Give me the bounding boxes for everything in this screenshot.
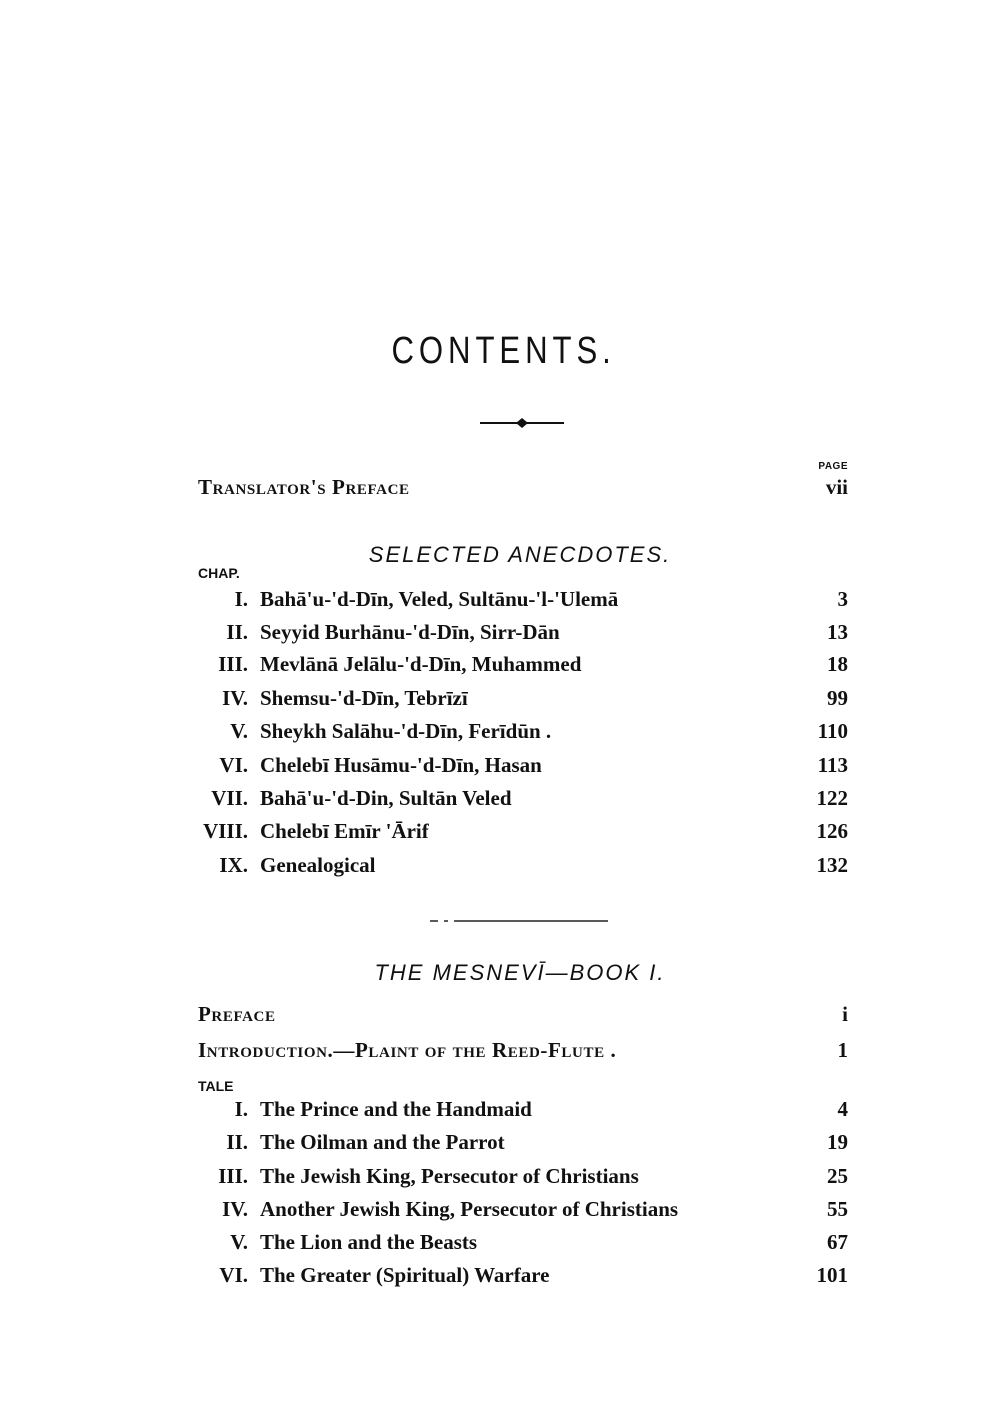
toc-entry[interactable] (0, 1263, 1000, 1291)
entry-page: 101 (816, 1263, 848, 1287)
entry-title: Chelebī Emīr 'Ārif (260, 819, 429, 843)
entry-page: 126 (816, 819, 848, 843)
entry-title: Bahā'u-'d-Dīn, Veled, Sultānu-'l-'Ulemā (260, 587, 619, 611)
entry-number: II. (226, 620, 248, 644)
entry-number: I. (234, 587, 248, 611)
section-divider (430, 919, 608, 923)
toc-entry[interactable] (0, 587, 1000, 615)
entry-number: V. (230, 1230, 248, 1254)
toc-entry[interactable] (0, 819, 1000, 847)
toc-entry[interactable] (0, 652, 1000, 680)
entry-title: Introduction.—Plaint of the Reed-Flute . (198, 1038, 617, 1062)
toc-entry[interactable] (0, 1230, 1000, 1258)
entry-title: The Greater (Spiritual) Warfare (260, 1263, 550, 1287)
entry-title: The Oilman and the Parrot (260, 1130, 505, 1154)
entry-page: 99 (827, 686, 848, 710)
entry-number: IV. (222, 1197, 248, 1221)
entry-number: III. (218, 652, 248, 676)
entry-page: 13 (827, 620, 848, 644)
toc-entry[interactable] (0, 786, 1000, 814)
entry-number: I. (234, 1097, 248, 1121)
entry-title: Genealogical (260, 853, 376, 877)
entry-title: Another Jewish King, Persecutor of Christians (260, 1197, 679, 1221)
entry-page: 55 (827, 1197, 848, 1221)
entry-title: The Prince and the Handmaid (260, 1097, 532, 1121)
entry-number: VII. (211, 786, 248, 810)
entry-page: 1 (837, 1038, 848, 1062)
entry-page: 19 (827, 1130, 848, 1154)
entry-number: III. (218, 1164, 248, 1188)
entry-page: 122 (816, 786, 848, 810)
entry-page: 3 (837, 587, 848, 611)
page-title: CONTENTS. (391, 330, 616, 372)
toc-entry[interactable] (0, 1164, 1000, 1192)
entry-page: 25 (827, 1164, 848, 1188)
entry-title: Chelebī Husāmu-'d-Dīn, Hasan (260, 753, 542, 777)
entry-number: VIII. (203, 819, 248, 843)
entry-title: Translator's Preface (198, 475, 410, 499)
entry-title: Mevlānā Jelālu-'d-Dīn, Muhammed (260, 652, 582, 676)
toc-entry[interactable] (0, 686, 1000, 714)
entry-number: V. (230, 719, 248, 743)
toc-entry[interactable] (0, 620, 1000, 648)
entry-number: IX. (219, 853, 248, 877)
entry-number: VI. (219, 753, 248, 777)
toc-entry-preface[interactable] (0, 1002, 1000, 1030)
tale-column-label: TALE (198, 1078, 234, 1094)
entry-page: 4 (837, 1097, 848, 1121)
section-heading-anecdotes: SELECTED ANECDOTES. (368, 542, 672, 567)
toc-entry[interactable] (0, 1130, 1000, 1158)
entry-page: 110 (817, 719, 848, 743)
entry-title: Bahā'u-'d-Din, Sultān Veled (260, 786, 512, 810)
entry-number: II. (226, 1130, 248, 1154)
section-heading-mesnevi: THE MESNEVĪ—BOOK I. (374, 960, 666, 985)
entry-number: IV. (222, 686, 248, 710)
entry-page: 132 (816, 853, 848, 877)
entry-title: Sheykh Salāhu-'d-Dīn, Ferīdūn . (260, 719, 552, 743)
entry-page: 18 (827, 652, 848, 676)
toc-entry[interactable] (0, 719, 1000, 747)
entry-page: 67 (827, 1230, 848, 1254)
entry-page: 113 (817, 753, 848, 777)
page-column-label: PAGE (818, 461, 848, 472)
entry-title: The Jewish King, Persecutor of Christians (260, 1164, 639, 1188)
entry-title: The Lion and the Beasts (260, 1230, 478, 1254)
entry-page: i (842, 1002, 848, 1026)
entry-page: vii (825, 475, 848, 499)
chap-column-label: CHAP. (198, 565, 240, 581)
entry-title: Seyyid Burhānu-'d-Dīn, Sirr-Dān (260, 620, 560, 644)
entry-title: Shemsu-'d-Dīn, Tebrīzī (260, 686, 468, 710)
entry-title: Preface (198, 1002, 276, 1026)
toc-entry-translators-preface[interactable] (0, 475, 1000, 503)
toc-entry[interactable] (0, 1097, 1000, 1125)
toc-entry[interactable] (0, 853, 1000, 881)
toc-entry-introduction[interactable] (0, 1038, 1000, 1066)
toc-entry[interactable] (0, 753, 1000, 781)
entry-number: VI. (219, 1263, 248, 1287)
ornament-divider (480, 415, 564, 431)
toc-entry[interactable] (0, 1197, 1000, 1225)
